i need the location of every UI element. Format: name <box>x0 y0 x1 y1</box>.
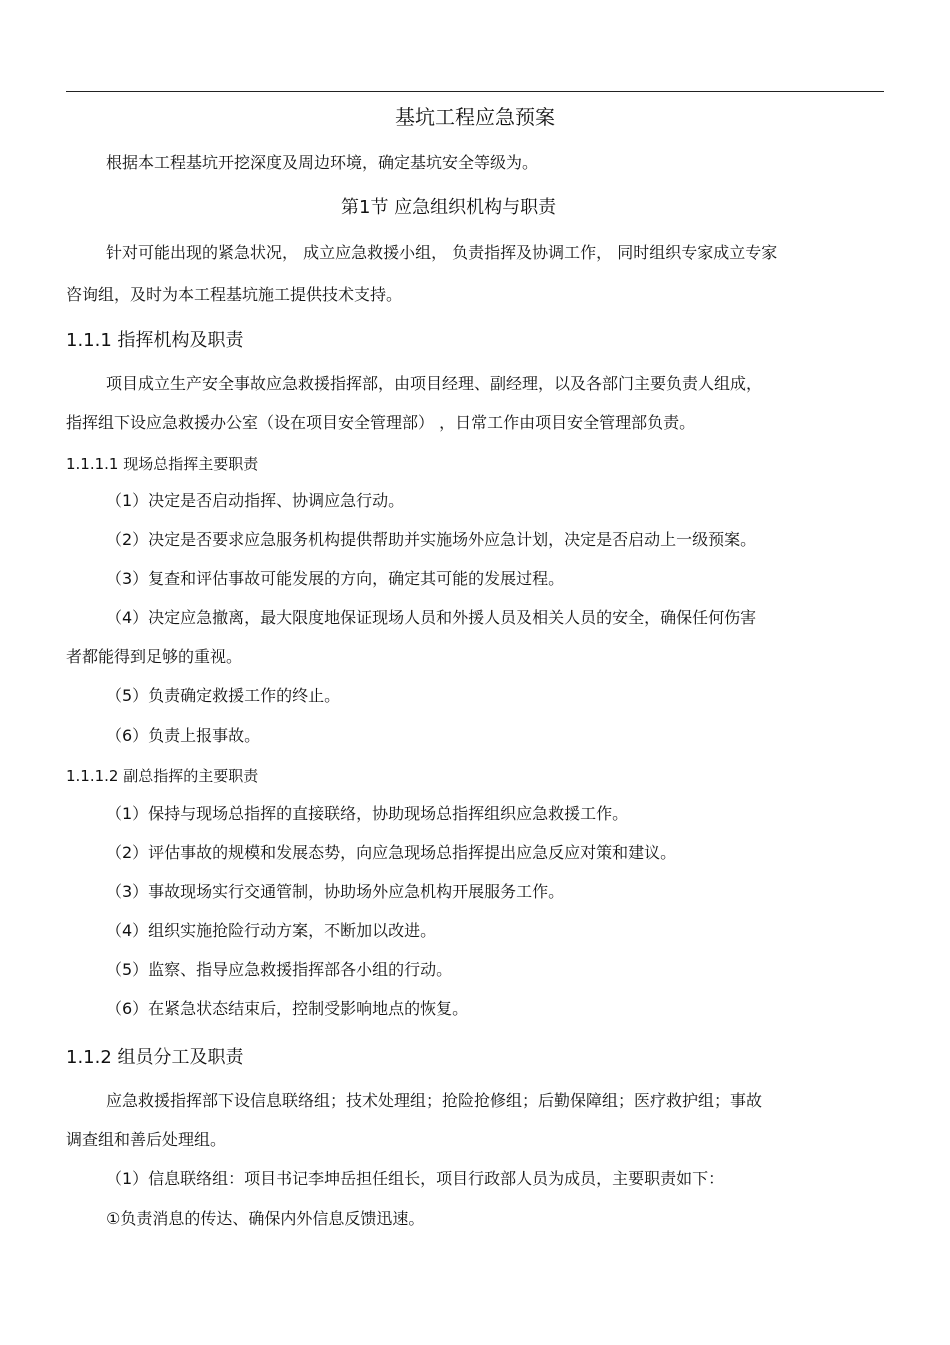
list-item: 者都能得到足够的重视。 <box>66 647 243 666</box>
list-item: （1）保持与现场总指挥的直接联络，协助现场总指挥组织应急救援工作。 <box>106 804 629 823</box>
subsection-heading: 1.1.1 指挥机构及职责 <box>66 330 244 351</box>
paragraph-line: 指挥组下设应急救援办公室（设在项目安全管理部） ，日常工作由项目安全管理部负责。 <box>66 413 696 432</box>
list-item: （2）决定是否要求应急服务机构提供帮助并实施场外应急计划，决定是否启动上一级预案。 <box>106 530 757 549</box>
paragraph-line: 针对可能出现的紧急状况， 成立应急救援小组， 负责指挥及协调工作， 同时组织专家成立专家 <box>106 243 778 262</box>
intro-paragraph: 根据本工程基坑开挖深度及周边环境，确定基坑安全等级为。 <box>106 153 539 172</box>
document-title: 基坑工程应急预案 <box>395 105 555 129</box>
paragraph-line: 调查组和善后处理组。 <box>66 1130 227 1149</box>
list-item: （4）决定应急撤离，最大限度地保证现场人员和外援人员及相关人员的安全，确保任何伤害 <box>106 608 757 627</box>
list-item: （3）复查和评估事故可能发展的方向，确定其可能的发展过程。 <box>106 569 565 588</box>
subsection-heading: 1.1.2 组员分工及职责 <box>66 1047 244 1068</box>
list-item: （6）负责上报事故。 <box>106 726 261 745</box>
list-item: （2）评估事故的规模和发展态势，向应急现场总指挥提出应急反应对策和建议。 <box>106 843 677 862</box>
section-heading: 第1节 应急组织机构与职责 <box>341 197 557 218</box>
paragraph-line: 咨询组，及时为本工程基坑施工提供技术支持。 <box>66 285 403 304</box>
subsubsection-heading: 1.1.1.1 现场总指挥主要职责 <box>66 455 259 473</box>
list-item: （4）组织实施抢险行动方案，不断加以改进。 <box>106 921 437 940</box>
list-item: （1）决定是否启动指挥、协调应急行动。 <box>106 491 405 510</box>
subsubsection-heading: 1.1.1.2 副总指挥的主要职责 <box>66 767 259 785</box>
header-rule <box>66 91 884 92</box>
paragraph-line: 项目成立生产安全事故应急救援指挥部，由项目经理、副经理，以及各部门主要负责人组成， <box>106 374 763 393</box>
list-item: （5）监察、指导应急救援指挥部各小组的行动。 <box>106 960 453 979</box>
list-item: （6）在紧急状态结束后，控制受影响地点的恢复。 <box>106 999 469 1018</box>
list-item: （1）信息联络组：项目书记李坤岳担任组长，项目行政部人员为成员，主要职责如下： <box>106 1169 725 1188</box>
paragraph-line: 应急救援指挥部下设信息联络组；技术处理组；抢险抢修组；后勤保障组；医疗救护组；事故 <box>106 1091 763 1110</box>
list-item: （5）负责确定救援工作的终止。 <box>106 686 341 705</box>
list-item: ①负责消息的传达、确保内外信息反馈迅速。 <box>106 1209 425 1228</box>
list-item: （3）事故现场实行交通管制，协助场外应急机构开展服务工作。 <box>106 882 565 901</box>
